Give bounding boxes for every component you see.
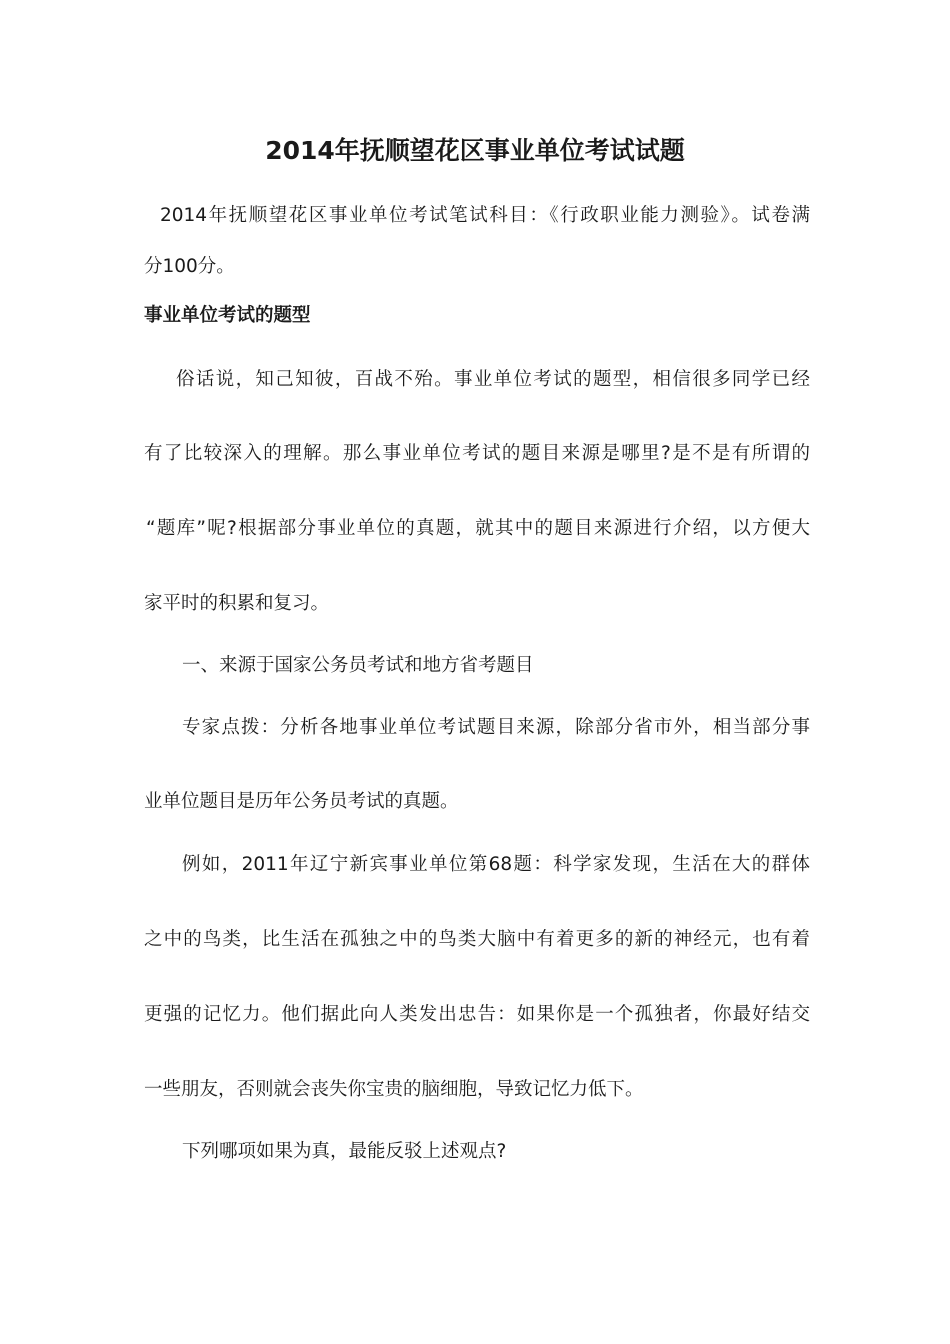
paragraph-line: 2014年抚顺望花区事业单位考试笔试科目：《行政职业能力测验》。试卷满 [160,205,810,226]
paragraph-line: 业单位题目是历年公务员考试的真题。 [144,791,459,812]
paragraph-line: “题库”呢?根据部分事业单位的真题，就其中的题目来源进行介绍，以方便大 [146,518,810,539]
paragraph-line: 一些朋友，否则就会丧失你宝贵的脑细胞，导致记忆力低下。 [144,1079,644,1100]
paragraph-line: 更强的记忆力。他们据此向人类发出忠告：如果你是一个孤独者，你最好结交 [144,1004,810,1025]
paragraph-line: 有了比较深入的理解。那么事业单位考试的题目来源是哪里?是不是有所谓的 [144,443,810,464]
list-heading: 一、来源于国家公务员考试和地方省考题目 [182,655,534,676]
section-heading: 事业单位考试的题型 [144,305,311,326]
paragraph-line: 例如，2011年辽宁新宾事业单位第68题：科学家发现，生活在大的群体 [182,854,810,875]
paragraph-line: 专家点拨：分析各地事业单位考试题目来源，除部分省市外，相当部分事 [182,717,810,738]
paragraph-line: 之中的鸟类，比生活在孤独之中的鸟类大脑中有着更多的新的神经元，也有着 [144,929,810,950]
document-title: 2014年抚顺望花区事业单位考试试题 [265,136,685,165]
question-line: 下列哪项如果为真，最能反驳上述观点? [182,1141,507,1162]
paragraph-line: 家平时的积累和复习。 [144,593,330,614]
paragraph-line: 俗话说，知己知彼，百战不殆。事业单位考试的题型，相信很多同学已经 [176,369,810,390]
paragraph-line: 分100分。 [144,256,235,277]
